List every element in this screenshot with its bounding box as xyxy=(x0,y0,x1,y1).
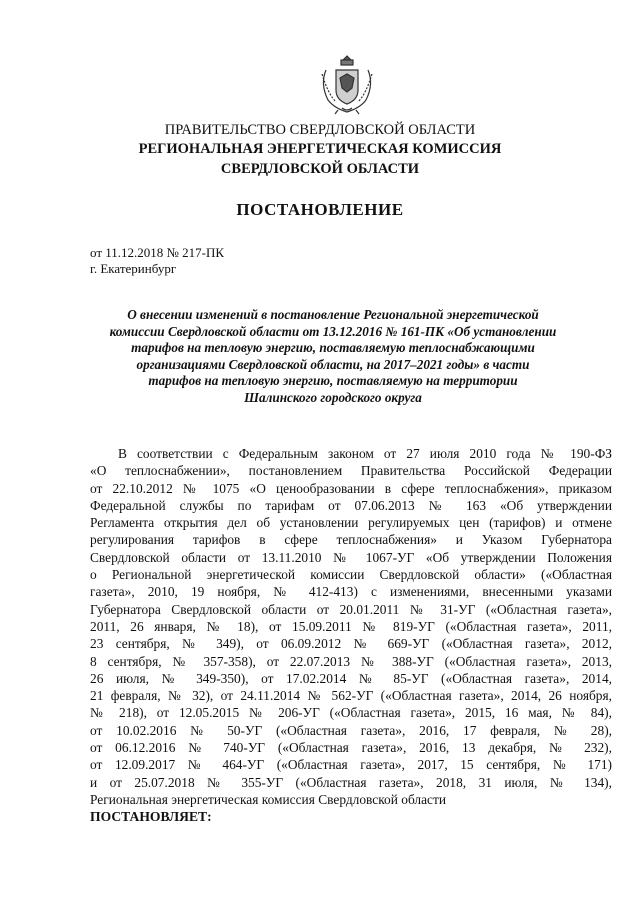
body-line: о Региональной энергетической комиссии Свердловской области» («Областная xyxy=(90,567,612,583)
document-body xyxy=(90,445,612,808)
subject-line: тарифов на тепловую энергию, поставляемую теплоснабжающими xyxy=(131,340,535,356)
coat-of-arms-icon xyxy=(318,52,376,116)
body-line: от 22.10.2012 № 1075 «О ценообразовании в сфере теплоснабжения», приказом xyxy=(90,480,612,496)
body-line: 2011, 26 января, № 18), от 15.09.2011 № 819-УГ («Областная газета», 2011, xyxy=(90,618,612,634)
body-line: Федеральной службы по тарифам от 07.06.2013 № 163 «Об утверждении xyxy=(90,497,612,513)
subject-line: организациями Свердловской области, на 2017–2021 годы» в части xyxy=(136,356,530,372)
document-title: ПОСТАНОВЛЕНИЕ xyxy=(236,200,404,219)
body-line: В соответствии с Федеральным законом от 27 июля 2010 года № 190-ФЗ xyxy=(118,446,612,461)
body-line: 21 февраля, № 32), от 24.11.2014 № 562-УГ («Областная газета», 2014, 26 ноября, xyxy=(90,688,612,704)
commission-region: СВЕРДЛОВСКОЙ ОБЛАСТИ xyxy=(220,161,420,177)
document-city: г. Екатеринбург xyxy=(90,261,177,276)
subject-line: О внесении изменений в постановление Региональной энергетической xyxy=(127,307,539,322)
body-line: Губернатора Свердловской области от 20.01.2011 № 31-УГ («Областная газета», xyxy=(90,601,612,617)
subject-line: Шалинского городского округа xyxy=(244,389,422,405)
body-line: 26 июля, № 349-350), от 17.02.2014 № 85-УГ («Областная газета», 2014, xyxy=(90,670,612,686)
body-line: от 06.12.2016 № 740-УГ («Областная газета», 2016, 13 декабря, № 232), xyxy=(90,740,612,756)
body-line: Регламента открытия дел об установлении регулируемых цен (тарифов) и отмене xyxy=(90,515,612,531)
body-line: «О теплоснабжении», постановлением Правительства Российской Федерации xyxy=(90,463,612,479)
subject-line: тарифов на тепловую энергию, поставляемую на территории xyxy=(148,373,518,389)
body-line: 8 сентября, № 357-358), от 22.07.2013 № 388-УГ («Областная газета», 2013, xyxy=(90,653,612,669)
body-line: от 10.02.2016 № 50-УГ («Областная газета», 2016, 17 февраля, № 28), xyxy=(90,722,612,738)
body-line: 23 сентября, № 349), от 06.09.2012 № 669-УГ («Областная газета», 2012, xyxy=(90,636,612,652)
body-line: Региональная энергетическая комиссия Свердловской области xyxy=(90,791,447,807)
body-line: и от 25.07.2018 № 355-УГ («Областная газета», 2018, 31 июля, № 134), xyxy=(90,774,612,790)
body-line: № 218), от 12.05.2015 № 206-УГ («Областная газета», 2015, 16 мая, № 84), xyxy=(90,705,612,721)
document-subject xyxy=(100,307,566,407)
government-name: ПРАВИТЕЛЬСТВО СВЕРДЛОВСКОЙ ОБЛАСТИ xyxy=(164,122,476,138)
document-date-number: от 11.12.2018 № 217-ПК xyxy=(90,245,225,260)
body-line: от 12.09.2017 № 464-УГ («Областная газета», 2017, 15 сентября, № 171) xyxy=(90,757,612,773)
body-line: регулирования тарифов в сфере теплоснабжения» и Указом Губернатора xyxy=(90,532,612,548)
commission-name: РЕГИОНАЛЬНАЯ ЭНЕРГЕТИЧЕСКАЯ КОМИССИЯ xyxy=(138,141,502,157)
body-line: Свердловской области от 13.11.2010 № 1067-УГ «Об утверждении Положения xyxy=(90,549,612,565)
subject-line: комиссии Свердловской области от 13.12.2016 № 161-ПК «Об установлении xyxy=(109,323,557,339)
decree-word: ПОСТАНОВЛЯЕТ: xyxy=(90,809,212,824)
body-line: газета», 2010, 19 ноября, № 412-413) с изменениями, внесенными указами xyxy=(90,584,612,600)
